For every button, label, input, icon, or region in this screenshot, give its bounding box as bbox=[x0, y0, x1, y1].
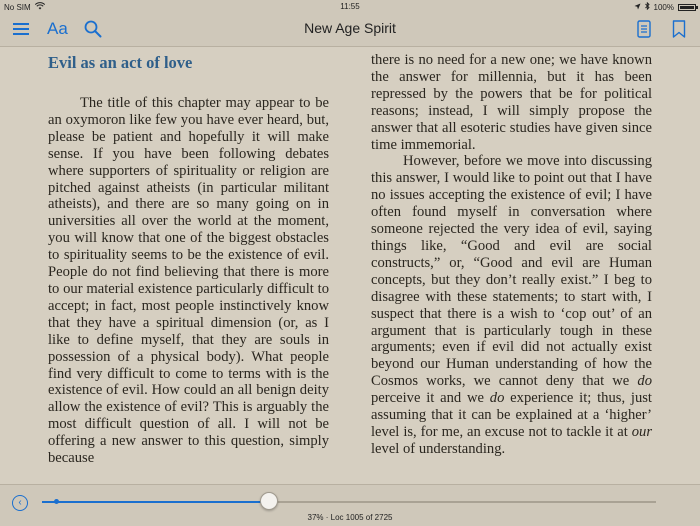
progress-fill bbox=[42, 501, 269, 503]
font-settings-button[interactable]: Aa bbox=[47, 19, 68, 38]
chapter-heading: Evil as an act of love bbox=[48, 53, 193, 72]
emphasis: do bbox=[637, 373, 652, 390]
notes-icon[interactable] bbox=[637, 20, 651, 43]
status-time: 11:55 bbox=[340, 2, 360, 11]
text-column-right bbox=[371, 52, 652, 458]
text-run: perceive it and we bbox=[371, 390, 490, 407]
reader-footer bbox=[0, 484, 700, 526]
carrier-label: No SIM bbox=[4, 2, 31, 12]
battery-icon bbox=[678, 4, 696, 11]
status-right bbox=[634, 2, 696, 12]
text-run: experience it; thus, just assuming that it can be explained at a ‘higher’ level is, for me, an excuse not to tackle it at bbox=[371, 390, 652, 440]
reader-toolbar bbox=[0, 14, 700, 47]
bluetooth-icon bbox=[645, 2, 650, 12]
status-bar bbox=[0, 0, 700, 14]
bookmark-icon[interactable] bbox=[672, 20, 686, 43]
location-label: 37% · Loc 1005 of 2725 bbox=[307, 513, 393, 522]
progress-slider[interactable] bbox=[42, 501, 656, 503]
paragraph: there is no need for a new one; we have known the answer for millennia, but it has been repressed by the powers that be for political reasons; instead, I will simply propose the answer that all esoteric studies have given since time immemorial. bbox=[371, 52, 652, 153]
emphasis: our bbox=[631, 423, 652, 440]
book-title: New Age Spirit bbox=[304, 20, 396, 36]
paragraph bbox=[371, 153, 652, 457]
book-page bbox=[0, 47, 700, 484]
location-arrow-icon bbox=[634, 3, 641, 12]
slider-thumb[interactable] bbox=[260, 492, 278, 510]
back-button[interactable] bbox=[12, 495, 28, 511]
start-marker bbox=[54, 499, 59, 504]
text-run: level of understanding. bbox=[371, 440, 506, 457]
chevron-left-icon: ‹ bbox=[18, 497, 22, 508]
battery-percent: 100% bbox=[653, 2, 674, 12]
paragraph: The title of this chapter may appear to be an oxymoron like few you have ever heard, but, please be patient and hopefully it will make sense. If you have been following debates where supporters of spirituality or religion are pitched against atheists (in particular militant atheists), and there are so many going on in universities all over the world at the moment, you will know that one of the biggest obstacles to spirituality seems to be the existence of evil. People do not find believing that there is more to our material existence particularly difficult to accept; in fact, most people instinctively know that they have a spiritual dimension (or, as I like to define myself, that they are souls in possession of a physical body). What people find very difficult to come to terms with is the existence of evil. How could an all benign deity allow the existence of evil? This is arguably the most difficult question of all. I will not be offering a new answer to this question, simply because bbox=[48, 95, 329, 467]
text-run: However, before we move into discussing this answer, I would like to point out that I have no issues accepting the existence of evil; I have often found myself in conversation where someone rejected the very idea of evil, saying things like, “Good and evil are social constructs,” or, “Good and evil are Human concepts, but they don’t really exist.” I beg to disagree with these statements; to start with, I suspect that there is a wish to ‘cop out’ of an argument that is particularly tough in these arguments; even if evil did not actually exist beyond our Human understanding of how the Cosmos works, we cannot deny that we bbox=[371, 153, 652, 390]
text-column-left bbox=[48, 53, 329, 467]
emphasis: do bbox=[489, 390, 505, 407]
